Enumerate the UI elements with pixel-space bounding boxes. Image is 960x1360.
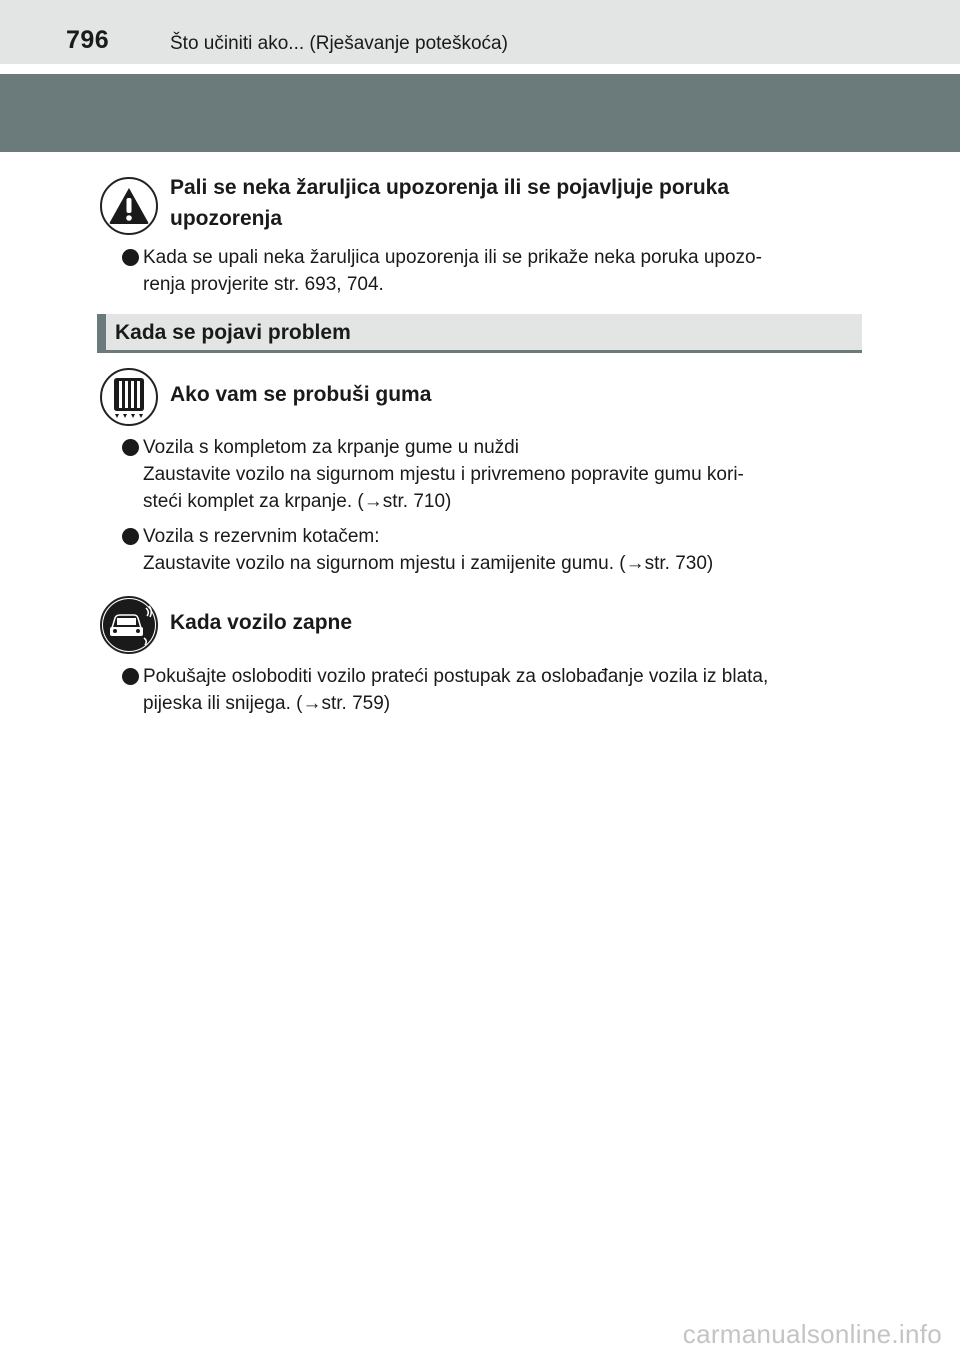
flat-tire-heading: Ako vam se probuši guma	[170, 383, 432, 406]
bullet-line: renja provjerite str. 693, 704.	[143, 274, 384, 295]
bullet-line: Kada se upali neka žaruljica upozorenja ili se prikaže neka poruka upozo-	[143, 247, 762, 268]
list-item	[122, 244, 862, 298]
section-header	[97, 314, 862, 353]
section-accent	[97, 314, 106, 353]
bullet-line: Pokušajte osloboditi vozilo prateći postupak za oslobađanje vozila iz blata,	[143, 666, 769, 687]
bullet-line: Zaustavite vozilo na sigurnom mjestu i zamijenite gumu. (→str. 730)	[143, 553, 714, 574]
page-number: 796	[66, 26, 110, 54]
section-title: Kada se pojavi problem	[115, 321, 351, 344]
bullet-line: Vozila s rezervnim kotačem:	[143, 526, 380, 547]
warning-heading	[170, 172, 729, 234]
flat-tire-icon	[100, 368, 158, 426]
bullet-line: Zaustavite vozilo na sigurnom mjestu i privremeno popravite gumu kori-	[143, 464, 744, 485]
bullet-line: pijeska ili snijega. (→str. 759)	[143, 693, 391, 714]
header-band	[0, 74, 960, 152]
watermark: carmanualsonline.info	[682, 1319, 942, 1349]
warning-heading-line1: Pali se neka žaruljica upozorenja ili se pojavljuje poruka	[170, 176, 730, 199]
bullet-icon	[122, 249, 139, 266]
bullet-icon	[122, 439, 139, 456]
warning-triangle-icon	[100, 177, 158, 235]
list-item	[122, 523, 862, 577]
warning-heading-line2: upozorenja	[170, 207, 283, 230]
chapter-title: Što učiniti ako... (Rješavanje poteškoća)	[170, 33, 508, 54]
bullet-line: steći komplet za krpanje. (→str. 710)	[143, 491, 452, 512]
bullet-line: Vozila s kompletom za krpanje gume u nuždi	[143, 437, 519, 458]
bullet-icon	[122, 528, 139, 545]
stuck-heading: Kada vozilo zapne	[170, 611, 353, 634]
list-item	[122, 434, 862, 515]
stuck-car-icon	[100, 596, 158, 654]
bullet-icon	[122, 668, 139, 685]
list-item	[122, 663, 862, 717]
